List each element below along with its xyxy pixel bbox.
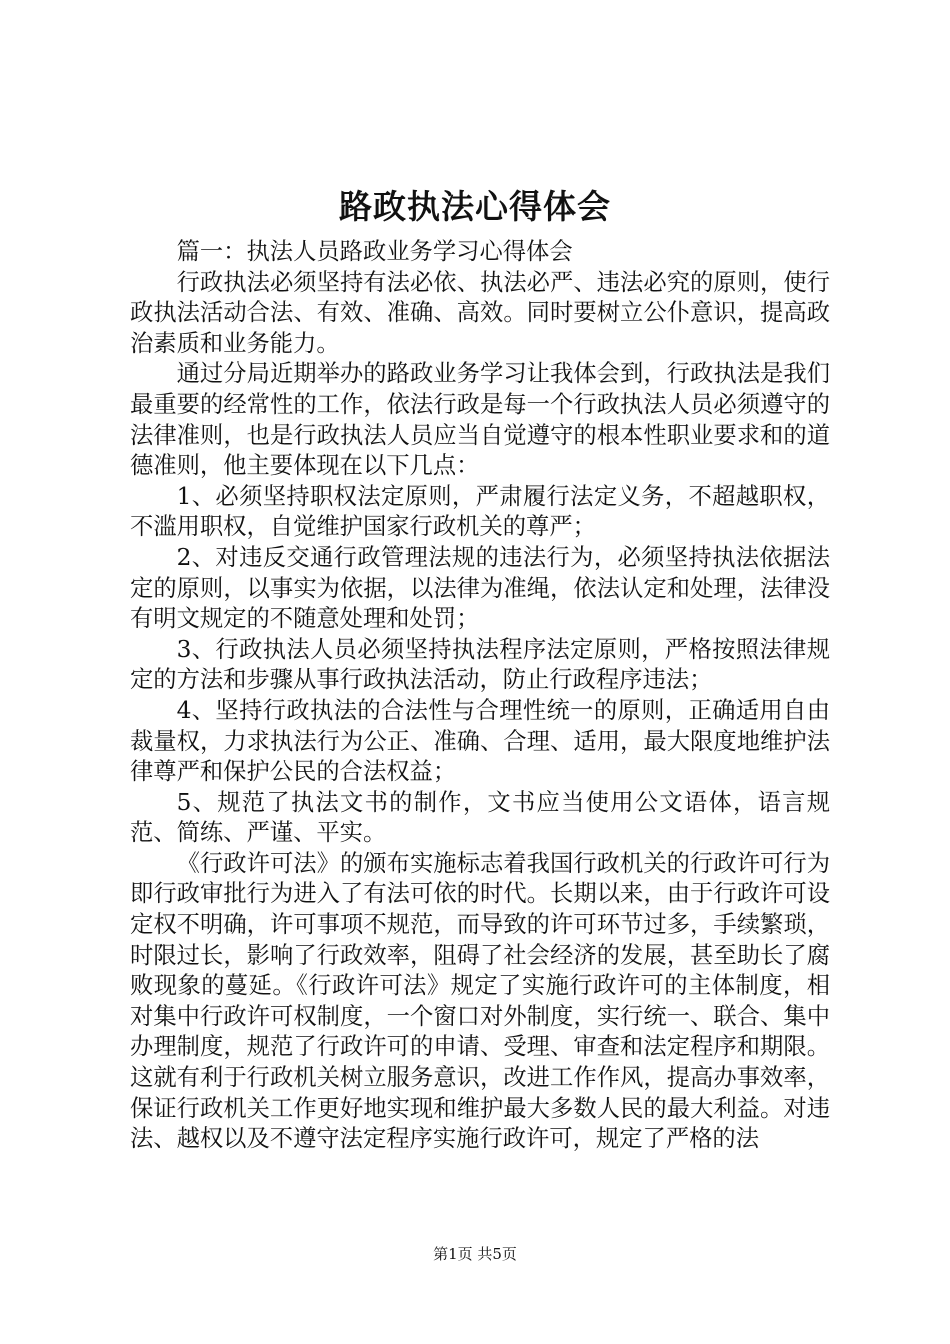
paragraph: 篇一：执法人员路政业务学习心得体会 [176,238,573,265]
paragraph: 通过分局近期举办的路政业务学习让我体会到，行政执法是我们最重要的经常性的工作，依法行政是每一个行政执法人员必须遵守的法律准则，也是行政执法人员应当自觉遵守的根本性职业要求和的道德准则，他主要体现在以下几点： [130,360,830,480]
paragraph: 行政执法必须坚持有法必依、执法必严、违法必究的原则，使行政执法活动合法、有效、准确、高效。同时要树立公仆意识，提高政治素质和业务能力。 [130,268,830,357]
paragraph: 3、行政执法人员必须坚持执法程序法定原则，严格按照法律规定的方法和步骤从事行政执法活动，防止行政程序违法； [130,635,830,694]
paragraph: 4、坚持行政执法的合法性与合理性统一的原则，正确适用自由裁量权，力求执法行为公正、准确、合理、适用，最大限度地维护法律尊严和保护公民的合法权益； [130,696,830,786]
document-title: 路政执法心得体会 [339,187,611,226]
paragraph: 《行政许可法》的颁布实施标志着我国行政机关的行政许可行为即行政审批行为进入了有法可依的时代。长期以来，由于行政许可设定权不明确，许可事项不规范，而导致的许可环节过多，手续繁琐，时限过长，影响了行政效率，阻碍了社会经济的发展，甚至助长了腐败现象的蔓延。《行政许可法》规定了实施行政许可的主体制度，相对集中行政许可权制度，一个窗口对外制度，实行统一、联合、集中办理制度，规范了行政许可的申请、受理、审查和法定程序和期限。这就有利于行政机关树立服务意识，改进工作作风，提高办事效率，保证行政机关工作更好地实现和维护最大多数人民的最大利益。对违法、越权以及不遵守法定程序实施行政许可，规定了严格的法 [130,849,830,1153]
paragraph: 1、必须坚持职权法定原则，严肃履行法定义务，不超越职权，不滥用职权，自觉维护国家行政机关的尊严； [130,482,830,541]
paragraph: 2、对违反交通行政管理法规的违法行为，必须坚持执法依据法定的原则，以事实为依据，以法律为准绳，依法认定和处理，法律没有明文规定的不随意处理和处罚； [130,543,830,633]
page-footer: 第1页 共5页 [433,1245,517,1263]
document-body [130,237,830,1155]
paragraph: 5、规范了执法文书的制作，文书应当使用公文语体，语言规范、简练、严谨、平实。 [130,788,830,847]
